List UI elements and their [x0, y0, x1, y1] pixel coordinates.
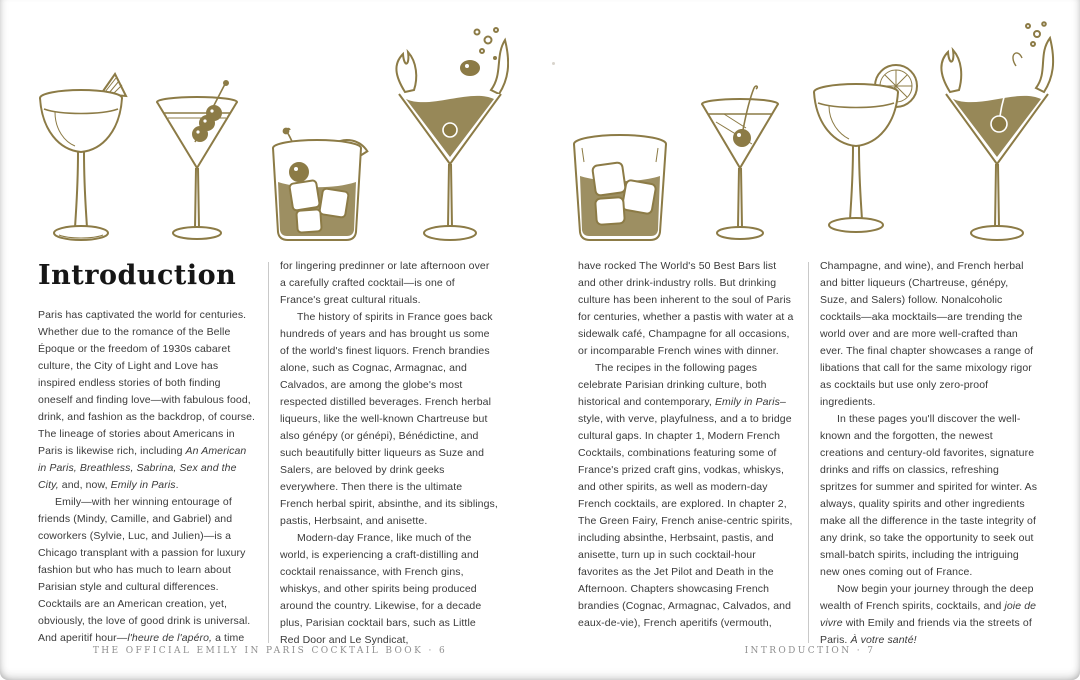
paragraph: Champagne, and wine), and French herbal and bitter liqueurs (Chartreuse, génépy, Suze, and Salers) follow. Nonalcoholic cocktails—aka mocktails—are trending the world over and are more well-crafted than ever. The final chapter showcases a range of libations that call for the same mixology rigor as cocktails but use only zero-proof ingredients.	[820, 260, 1034, 408]
page-speck	[552, 62, 555, 65]
paragraph: Paris has captivated the world for centuries. Whether due to the romance of the Belle Époque or the freedom of 1930s cabaret culture, the City of Light and Love has inspired endless stories of both finding oneself and finding love—with fabulous food, drink, and fashion as the backdrop, of course. The lineage of stories about Americans in Paris is likewise rich, including An American in Paris, Breathless, Sabrina, Sex and the City, and, now, Emily in Paris.	[38, 309, 256, 491]
cocktail-illustrations-band	[0, 0, 1080, 258]
left-page-footer: THE OFFICIAL EMILY IN PARIS COCKTAIL BOOK · 6	[92, 646, 448, 656]
page-title: Introduction	[38, 260, 237, 291]
coupe-glass-lemon-wedge-icon	[31, 68, 131, 246]
paragraph: The recipes in the following pages celebrate Parisian drinking culture, both historical and contemporary, Emily in Paris–style, with verve, playfulness, and a to bridge cultural gaps. In chapter 1, Modern French Cocktails, combinations featuring some of France's prized craft gins, vodkas, whiskys, and other spirits, as well as modern-day French cocktails, are explored. In chapter 2, The Green Fairy, French anise-centric spirits, including absinthe, Herbsaint, pastis, and anisette, turn up in such cocktail-hour favorites as the Jet Pilot and Death in the Afternoon. Chapters showcasing French brandies (Cognac, Armagnac, Calvados, and eaux-de-vie), French aperitifs (vermouth,	[578, 362, 793, 629]
right-page	[540, 258, 1080, 656]
paragraph: Now begin your journey through the deep wealth of French spirits, cocktails, and joie de vivre with Emily and friends via the streets of Paris. À votre santé!	[820, 583, 1037, 646]
paragraph: for lingering predinner or late afternoon over a carefully crafted cocktail—is one of France's great cultural rituals.	[280, 260, 490, 306]
right-page-illustrations	[540, 0, 1080, 258]
martini-glass-cherry-icon	[696, 78, 784, 246]
rocks-glass-ice-icon	[564, 122, 676, 246]
column-divider	[808, 262, 809, 643]
left-page	[0, 258, 540, 656]
paragraph: Emily—with her winning entourage of friends (Mindy, Camille, and Gabriel) and coworkers (Sylvie, Luc, and Julien)—is a Chicago transplant with a passion for luxury fashion but who has much to learn about Parisian style and cultural differences. Cocktails are an American creation, yet, obviously, the love of good drink is universal. And aperitif hour—l'heure de l'apéro, a time	[38, 496, 251, 644]
right-page-column-2	[820, 258, 1038, 649]
paragraph: Modern-day France, like much of the world, is experiencing a craft-distilling and cocktail renaissance, with French gins, whiskys, and other spirits being produced around the country. Likewise, for a decade plus, Parisian cocktail bars, such as Little Red Door and Le Syndicat,	[280, 532, 482, 646]
left-page-column-1	[38, 258, 256, 649]
martini-glass-splash-olive-icon	[391, 24, 509, 246]
text-band	[0, 258, 1080, 656]
left-page-column-2	[280, 258, 498, 649]
coupe-glass-citrus-wheel-icon	[804, 54, 918, 246]
right-page-footer: INTRODUCTION · 7	[744, 646, 876, 656]
rocks-glass-cherry-orange-icon	[263, 126, 371, 246]
right-page-column-1	[578, 258, 796, 649]
martini-glass-olive-pick-icon	[151, 76, 243, 246]
martini-glass-splash-cherry-icon	[938, 20, 1056, 246]
left-page-illustrations	[0, 0, 540, 258]
paragraph: The history of spirits in France goes back hundreds of years and has brought us some of the world's finest liquors. French brandies alone, such as Cognac, Armagnac, and Calvados, are among the globe's most respected distilled beverages. French herbal liqueurs, like the well-known Chartreuse but also génépy (or génépi), Bénédictine, and such beautifully bitter liqueurs as Suze and Salers, are beloved by drink geeks everywhere. Then there is the ultimate French herbal spirit, absinthe, and its siblings, pastis, Herbsaint, and anisette.	[280, 311, 498, 527]
column-divider	[268, 262, 269, 643]
paragraph: In these pages you'll discover the well-known and the forgotten, the newest creations and century-old favorites, signature drinks and riffs on classics, refreshing spritzes for summer and spirited for winter. As always, quality spirits and other ingredients make all the difference in the taste integrity of any drink, so take the opportunity to seek out small-batch spirits, including the intriguing new ones coming out of France.	[820, 413, 1038, 578]
paragraph: have rocked The World's 50 Best Bars list and other drink-industry rolls. But drinking culture has been inherent to the soul of Paris for centuries, whether a pastis with water at a sidewalk café, Champagne for all occasions, or incomparable French wines with dinner.	[578, 260, 794, 357]
